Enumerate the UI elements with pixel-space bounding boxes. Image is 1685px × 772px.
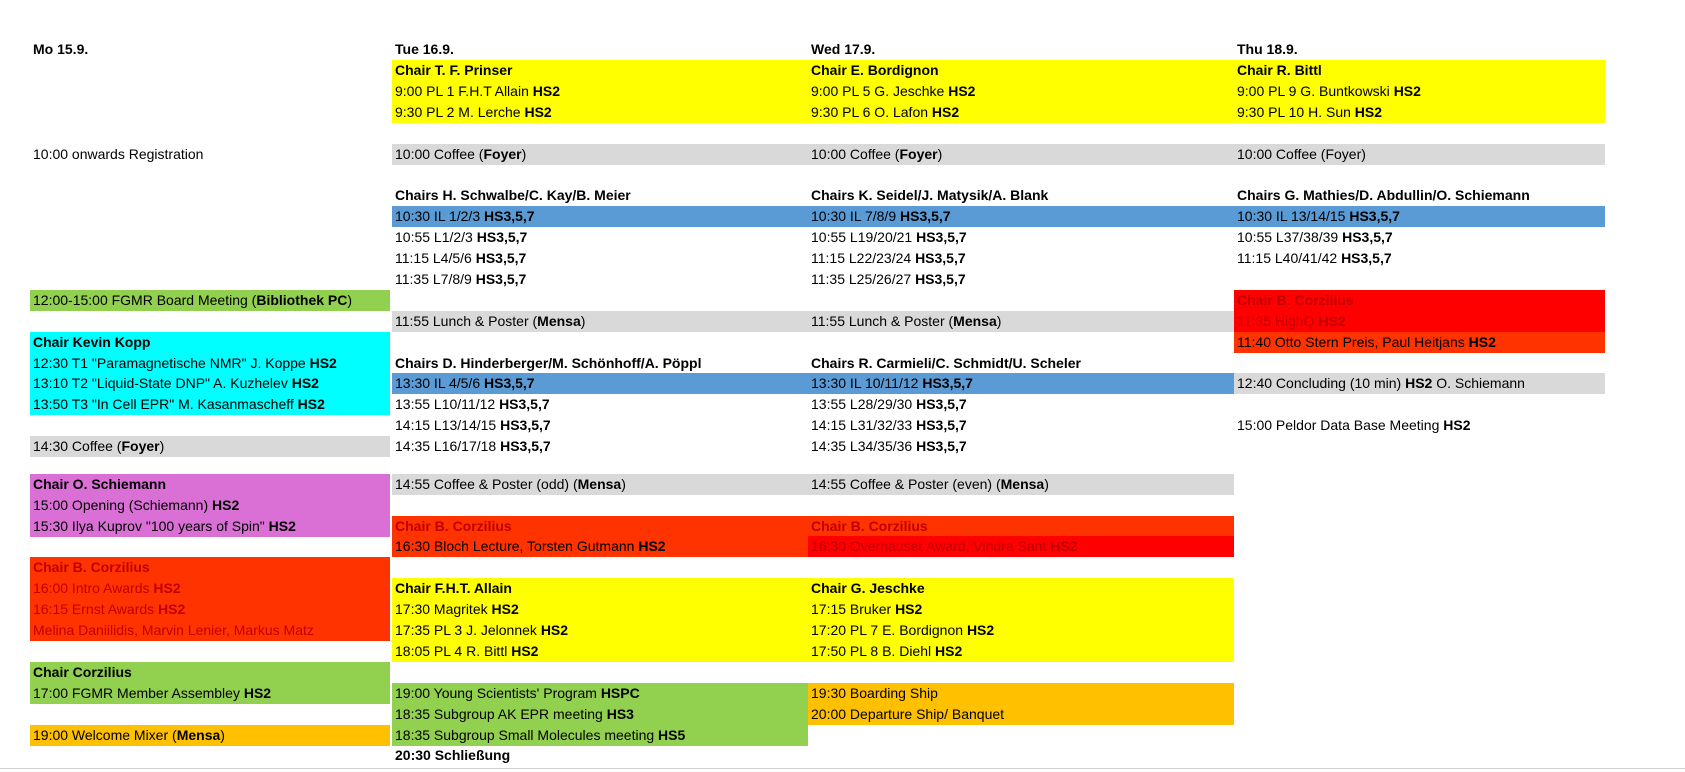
cell-text: 10:30 IL 13/14/15 (1237, 208, 1350, 224)
schedule-cell (1234, 185, 1530, 206)
schedule-cell (392, 704, 808, 725)
cell-text-bold: HS2 (540, 622, 569, 638)
cell-text: 10:55 L1/2/3 (395, 229, 477, 245)
cell-text: ) (937, 146, 943, 162)
schedule-cell (808, 353, 1081, 374)
cell-text-bold: HS2 (158, 601, 186, 617)
cell-text-bold: Chair O. Schiemann (33, 476, 167, 492)
cell-text: 10:00 Coffee ( (811, 146, 900, 162)
cell-text: 10:55 L19/20/21 (811, 229, 917, 245)
cell-text: 18:35 Subgroup AK EPR meeting (395, 706, 607, 722)
cell-text-bold: Foyer (121, 438, 160, 454)
cell-text-bold: HS5 (658, 727, 686, 743)
cell-text-bold: Chair B. Corzilius (1237, 292, 1354, 308)
schedule-cell (1234, 227, 1393, 248)
schedule-cell (1234, 311, 1605, 332)
schedule-cell (392, 620, 808, 641)
cell-text-bold: HS2 (895, 601, 923, 617)
schedule-cell (1234, 144, 1605, 165)
schedule-cell (808, 641, 1234, 662)
cell-text-bold: HS2 (1050, 538, 1078, 554)
schedule-cell (30, 599, 390, 620)
schedule-cell (808, 39, 875, 60)
cell-text-bold: Mensa (1000, 476, 1045, 492)
schedule-cell (392, 144, 808, 165)
schedule-cell (30, 495, 390, 516)
schedule-cell (392, 227, 527, 248)
cell-text: 9:30 PL 2 M. Lerche (395, 104, 525, 120)
cell-text: 9:00 PL 1 F.H.T Allain (395, 83, 533, 99)
cell-text-bold: Chair B. Corzilius (811, 518, 928, 534)
schedule-cell (392, 516, 808, 537)
schedule-cell (392, 102, 808, 123)
cell-text-bold: HS3,5,7 (916, 229, 967, 245)
cell-text-bold: HS3,5,7 (500, 417, 551, 433)
cell-text-bold: HS2 (291, 375, 319, 391)
cell-text: 17:00 FGMR Member Assembley (33, 685, 244, 701)
schedule-cell (392, 394, 550, 415)
schedule-cell (392, 39, 454, 60)
cell-text-bold: HS2 (532, 83, 560, 99)
schedule-cell (808, 474, 1234, 495)
cell-text-bold: HS3,5,7 (915, 250, 966, 266)
cell-text-bold: Foyer (899, 146, 938, 162)
schedule-cell (808, 683, 1234, 704)
schedule-cell (1234, 206, 1605, 227)
schedule-cell (30, 516, 390, 537)
cell-text: 9:00 PL 5 G. Jeschke (811, 83, 949, 99)
cell-text-bold: HS3,5,7 (900, 208, 951, 224)
schedule-cell (30, 39, 88, 60)
cell-text-bold: HS2 (935, 643, 963, 659)
schedule-cell (392, 311, 808, 332)
schedule-cell (808, 311, 1234, 332)
schedule-cell (392, 206, 808, 227)
schedule-cell (392, 269, 526, 290)
cell-text-bold: HS3,5,7 (475, 250, 527, 266)
cell-text: 10:00 onwards Registration (33, 146, 204, 162)
cell-text: 13:55 L28/29/30 (811, 396, 917, 412)
cell-text-bold: Chair Corzilius (33, 664, 132, 680)
schedule-cell (808, 373, 1234, 394)
cell-text-bold: HS3,5,7 (484, 375, 535, 391)
cell-text: 15:00 Peldor Data Base Meeting (1237, 417, 1444, 433)
cell-text: 10:00 Coffee (Foyer) (1237, 146, 1366, 162)
schedule-cell (808, 60, 1234, 81)
cell-text-bold: HS2 (638, 538, 666, 554)
schedule-cell (30, 394, 390, 415)
cell-text-bold: HS2 (491, 601, 519, 617)
cell-text: 9:30 PL 6 O. Lafon (811, 104, 932, 120)
schedule-cell (392, 60, 808, 81)
cell-text-bold: HS2 (297, 396, 325, 412)
cell-text-bold: HS2 (966, 622, 995, 638)
cell-text: 16:30 Bloch Lecture, Torsten Gutmann (395, 538, 639, 554)
cell-text: ) (621, 476, 626, 492)
cell-text-bold: Chair T. F. Prinser (395, 62, 513, 78)
cell-text-bold: Chair B. Corzilius (33, 559, 150, 575)
schedule-cell (1234, 39, 1298, 60)
cell-text-bold: Chairs D. Hinderberger/M. Schönhoff/A. Pöppl (395, 355, 702, 371)
schedule-cell (808, 102, 1234, 123)
cell-text: 17:50 PL 8 B. Diehl (811, 643, 936, 659)
cell-text: 11:35 HighQ (1237, 313, 1319, 329)
schedule-cell (808, 81, 1234, 102)
schedule-cell (30, 557, 390, 578)
cell-text: 10:30 IL 7/8/9 (811, 208, 900, 224)
schedule-cell (30, 436, 390, 457)
schedule-cell (392, 745, 510, 766)
cell-text: 18:05 PL 4 R. Bittl (395, 643, 512, 659)
cell-text-bold: Chair F.H.T. Allain (395, 580, 512, 596)
cell-text-bold: HS3,5,7 (499, 396, 550, 412)
schedule-cell (808, 185, 1048, 206)
cell-text: 17:30 Magritek (395, 601, 492, 617)
cell-text: 10:30 IL 1/2/3 (395, 208, 484, 224)
schedule-cell (392, 725, 808, 746)
cell-text: 17:20 PL 7 E. Bordignon (811, 622, 967, 638)
schedule-cell (808, 436, 967, 457)
cell-text: 13:50 T3 "In Cell EPR" M. Kasanmascheff (33, 396, 298, 412)
schedule-cell (30, 144, 203, 165)
cell-text-bold: HS3,5,7 (476, 229, 528, 245)
cell-text-bold: HS2 (524, 104, 552, 120)
cell-text: 16:15 Ernst Awards (33, 601, 159, 617)
schedule-cell (1234, 290, 1605, 311)
cell-text: 12:30 T1 "Paramagnetische NMR" J. Koppe (33, 355, 310, 371)
cell-text: 14:15 L13/14/15 (395, 417, 501, 433)
cell-text: 13:30 IL 4/5/6 (395, 375, 484, 391)
cell-text: 10:00 Coffee ( (395, 146, 484, 162)
schedule-cell (808, 248, 966, 269)
cell-text-bold: HS3,5,7 (916, 417, 967, 433)
schedule-cell (392, 536, 808, 557)
cell-text: ) (580, 313, 586, 329)
cell-text-bold: HS2 (1354, 104, 1383, 120)
cell-text: 13:10 T2 "Liquid-State DNP" A. Kuzhelev (33, 375, 292, 391)
cell-text: 11:35 L25/26/27 (811, 271, 916, 287)
cell-text: Melina Daniilidis, Marvin Lenier, Markus Matz (33, 622, 314, 638)
cell-text: 11:15 L40/41/42 (1237, 250, 1342, 266)
cell-text: 13:55 L10/11/12 (395, 396, 500, 412)
cell-text: 17:35 PL 3 J. Jelonnek (395, 622, 541, 638)
cell-text: 18:35 Subgroup Small Molecules meeting (395, 727, 659, 743)
schedule-cell (808, 516, 1234, 537)
cell-text-bold: HS2 (268, 518, 296, 534)
cell-text-bold: Chairs K. Seidel/J. Matysik/A. Blank (811, 187, 1049, 203)
cell-text: 11:55 Lunch & Poster ( (395, 313, 538, 329)
cell-text-bold: Foyer (483, 146, 522, 162)
cell-text: 14:30 Coffee ( (33, 438, 122, 454)
schedule-cell (808, 144, 1234, 165)
schedule-cell (392, 683, 808, 704)
cell-text: 19:30 Boarding Ship (811, 685, 938, 701)
cell-text: 19:00 Young Scientists' Program (395, 685, 601, 701)
cell-text: 14:55 Coffee & Poster (even) ( (811, 476, 1001, 492)
schedule-cell (392, 641, 808, 662)
cell-text: 9:00 PL 9 G. Buntkowski (1237, 83, 1394, 99)
cell-text: ) (521, 146, 527, 162)
cell-text-bold: Bibliothek PC (256, 292, 348, 308)
schedule-cell (808, 599, 1234, 620)
cell-text: 15:30 Ilya Kuprov "100 years of Spin" (33, 518, 269, 534)
schedule-cell (808, 394, 967, 415)
cell-text-bold: HS3,5,7 (500, 438, 551, 454)
schedule-cell (808, 704, 1234, 725)
cell-text-bold: HS3,5,7 (1342, 229, 1393, 245)
cell-text-bold: HS3 (606, 706, 634, 722)
schedule-cell (808, 227, 967, 248)
schedule-cell (30, 290, 390, 311)
cell-text: 14:35 L34/35/36 (811, 438, 917, 454)
schedule-cell (808, 620, 1234, 641)
schedule-cell (392, 436, 551, 457)
cell-text-bold: Chairs R. Carmieli/C. Schmidt/U. Scheler (811, 355, 1081, 371)
schedule-cell (392, 248, 526, 269)
cell-text: ) (1044, 476, 1049, 492)
cell-text-bold: Mo 15.9. (33, 41, 89, 57)
cell-text: 9:30 PL 10 H. Sun (1237, 104, 1355, 120)
schedule-cell (392, 599, 808, 620)
schedule-cell (808, 206, 1234, 227)
cell-text: 12:40 Concluding (10 min) (1237, 375, 1406, 391)
cell-text-bold: HS3,5,7 (916, 396, 967, 412)
bottom-divider (0, 768, 1685, 769)
cell-text-bold: Wed 17.9. (811, 41, 876, 57)
schedule-cell (392, 373, 808, 394)
cell-text-bold: 20:30 Schließung (395, 747, 511, 763)
cell-text-bold: Mensa (953, 313, 997, 329)
cell-text: 10:55 L37/38/39 (1237, 229, 1343, 245)
cell-text-bold: HS3,5,7 (916, 438, 967, 454)
schedule-cell (30, 353, 390, 374)
schedule-cell (392, 474, 808, 495)
schedule-cell (1234, 332, 1605, 353)
cell-text-bold: Mensa (537, 313, 581, 329)
schedule-cell (1234, 373, 1605, 394)
cell-text: 12:00-15:00 FGMR Board Meeting ( (33, 292, 257, 308)
cell-text: 14:35 L16/17/18 (395, 438, 501, 454)
cell-text-bold: HS2 (153, 580, 181, 596)
cell-text-bold: HS2 (243, 685, 272, 701)
schedule-cell (808, 269, 966, 290)
cell-text-bold: Tue 16.9. (395, 41, 454, 57)
cell-text-bold: HS2 (212, 497, 240, 513)
cell-text: ) (347, 292, 353, 308)
cell-text-bold: HS3,5,7 (484, 208, 535, 224)
cell-text: 15:00 Opening (Schiemann) (33, 497, 212, 513)
schedule-cell (30, 662, 390, 683)
cell-text-bold: Chair E. Bordignon (811, 62, 939, 78)
cell-text: 20:00 Departure Ship/ Banquet (811, 706, 1005, 722)
schedule-cell (30, 474, 390, 495)
cell-text: ) (996, 313, 1002, 329)
cell-text: 11:15 L22/23/24 (811, 250, 916, 266)
cell-text: 11:55 Lunch & Poster ( (811, 313, 954, 329)
cell-text: 16:30 Overhauser Award, Vindra Sant (811, 538, 1051, 554)
cell-text-bold: HS3,5,7 (1349, 208, 1400, 224)
cell-text-bold: Chair G. Jeschke (811, 580, 925, 596)
schedule-cell (392, 415, 551, 436)
schedule-cell (30, 683, 390, 704)
cell-text-bold: HS2 (1443, 417, 1471, 433)
schedule-cell (392, 185, 631, 206)
schedule-cell (1234, 60, 1605, 81)
cell-text: 19:00 Welcome Mixer ( (33, 727, 177, 743)
cell-text-bold: HS3,5,7 (1341, 250, 1392, 266)
cell-text: O. Schiemann (1432, 375, 1525, 391)
cell-text: 16:00 Intro Awards (33, 580, 154, 596)
cell-text-bold: Chair Kevin Kopp (33, 334, 151, 350)
schedule-cell (1234, 81, 1605, 102)
cell-text-bold: HS3,5,7 (922, 375, 973, 391)
schedule-cell (1234, 415, 1470, 436)
cell-text: 17:15 Bruker (811, 601, 896, 617)
cell-text: 14:55 Coffee & Poster (odd) ( (395, 476, 578, 492)
cell-text-bold: Chairs H. Schwalbe/C. Kay/B. Meier (395, 187, 631, 203)
cell-text-bold: HS3,5,7 (475, 271, 527, 287)
cell-text-bold: HS2 (1318, 313, 1346, 329)
cell-text-bold: HS2 (1468, 334, 1496, 350)
cell-text-bold: Mensa (577, 476, 622, 492)
cell-text-bold: HS2 (309, 355, 337, 371)
schedule-cell (808, 578, 1234, 599)
schedule-cell (808, 415, 967, 436)
cell-text-bold: Thu 18.9. (1237, 41, 1298, 57)
schedule-cell (808, 536, 1234, 557)
schedule-cell (392, 81, 808, 102)
schedule-cell (30, 332, 390, 353)
schedule-cell (392, 578, 808, 599)
schedule-cell (30, 725, 390, 746)
cell-text-bold: HS2 (511, 643, 539, 659)
schedule-cell (1234, 102, 1605, 123)
cell-text-bold: HSPC (600, 685, 640, 701)
cell-text-bold: Chairs G. Mathies/D. Abdullin/O. Schiemann (1237, 187, 1530, 203)
cell-text: 11:35 L7/8/9 (395, 271, 476, 287)
schedule-cell (392, 353, 701, 374)
cell-text-bold: Mensa (176, 727, 221, 743)
cell-text-bold: Chair R. Bittl (1237, 62, 1322, 78)
cell-text-bold: HS3,5,7 (915, 271, 966, 287)
cell-text-bold: HS2 (931, 104, 960, 120)
cell-text-bold: HS2 (1405, 375, 1433, 391)
cell-text-bold: HS2 (1393, 83, 1421, 99)
cell-text: 13:30 IL 10/11/12 (811, 375, 923, 391)
cell-text: ) (159, 438, 165, 454)
schedule-cell (1234, 248, 1392, 269)
cell-text-bold: HS2 (948, 83, 976, 99)
cell-text: 14:15 L31/32/33 (811, 417, 917, 433)
schedule-cell (30, 620, 390, 641)
schedule-cell (30, 373, 390, 394)
schedule-cell (30, 578, 390, 599)
cell-text: 11:40 Otto Stern Preis, Paul Heitjans (1237, 334, 1469, 350)
cell-text: 11:15 L4/5/6 (395, 250, 476, 266)
cell-text: ) (220, 727, 225, 743)
cell-text-bold: Chair B. Corzilius (395, 518, 512, 534)
